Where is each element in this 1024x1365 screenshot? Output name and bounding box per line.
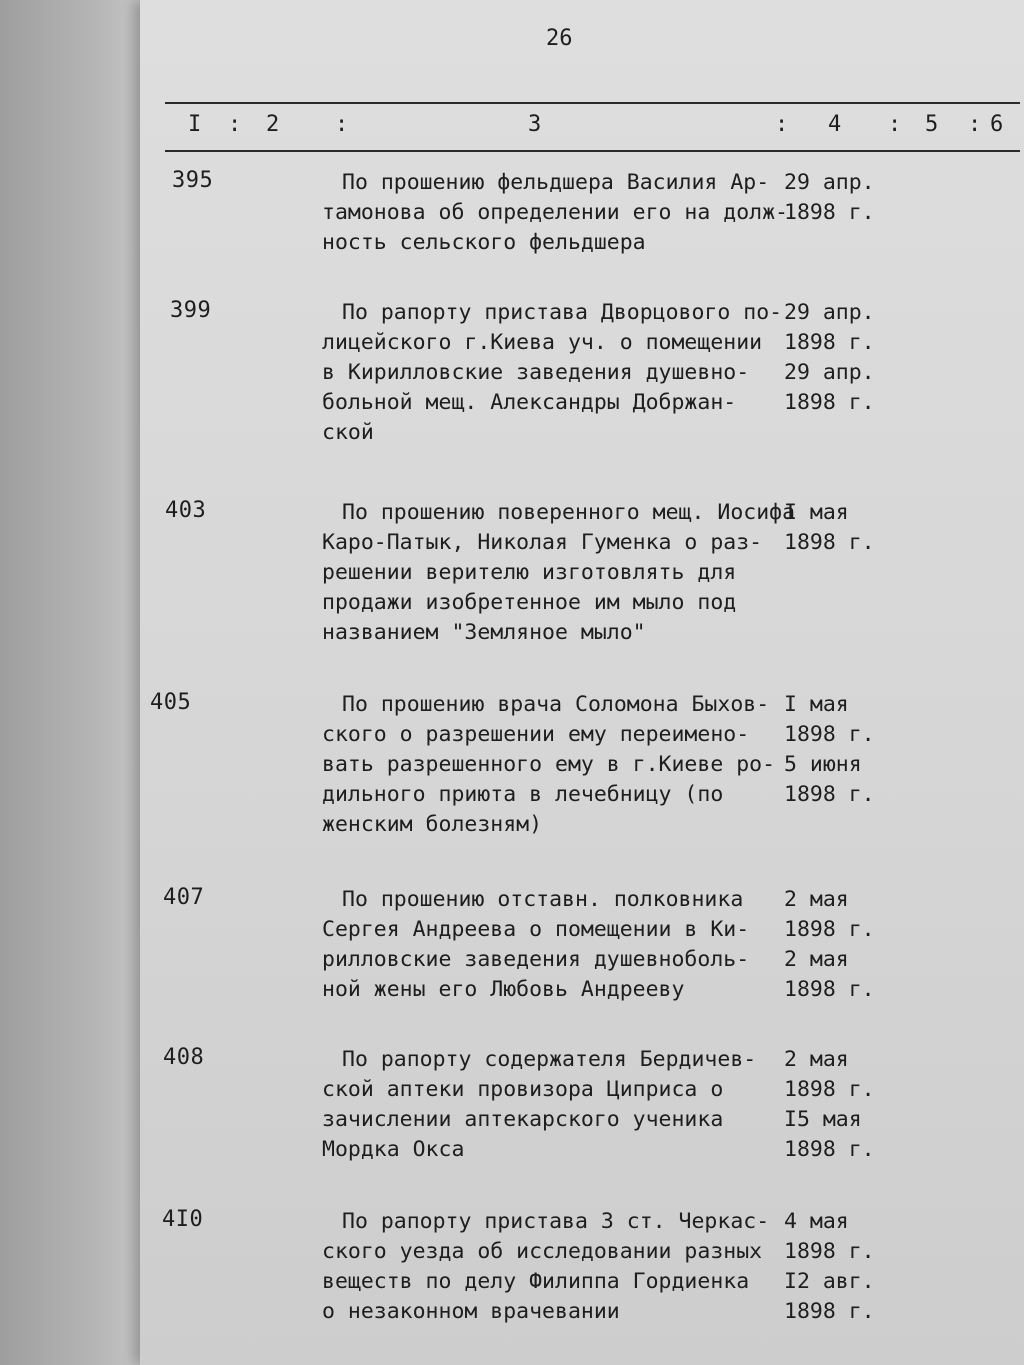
record-number: 4I0 [162,1207,204,1232]
date-line: 1898 г. [784,722,875,747]
record-description [322,690,792,840]
date-line: I2 авг. [784,1269,875,1294]
date-line: 5 июня [784,752,862,777]
column-header-2: 2 [266,112,280,137]
description-line: По рапорту пристава Дворцового по- [342,300,783,325]
date-line: 1898 г. [784,200,875,225]
description-line: По рапорту пристава 3 ст. Черкас- [342,1209,770,1234]
record-description [322,168,792,258]
description-line: тамонова об определении его на долж- [322,200,788,225]
record-description [322,885,792,1005]
book-spine-shadow [0,0,150,1365]
description-line: По прошению поверенного мещ. Иосифа [342,500,796,525]
date-line: 1898 г. [784,917,875,942]
date-line: I мая [784,500,849,525]
column-separator: : [888,112,902,137]
column-separator: : [968,112,982,137]
date-line: 1898 г. [784,1299,875,1324]
description-line: продажи изобретенное им мыло под [322,590,737,615]
record-dates [784,1207,875,1327]
description-line: ной жены его Любовь Андрееву [322,977,685,1002]
header-rule-top [165,102,1020,104]
column-header-5: 5 [925,112,939,137]
description-line: женским болезням) [322,812,543,837]
record-dates [784,168,875,228]
column-separator: : [335,112,349,137]
date-line: 4 мая [784,1209,849,1234]
description-line: По прошению фельдшера Василия Ар- [342,170,770,195]
description-line: ность сельского фельдшера [322,230,646,255]
record-number: 399 [170,298,212,323]
description-line: в Кирилловские заведения душевно- [322,360,750,385]
description-line: ской аптеки провизора Циприса о [322,1077,724,1102]
date-line: 29 апр. [784,300,875,325]
date-line: 29 апр. [784,360,875,385]
description-line: ской [322,420,374,445]
description-line: По прошению отставн. полковника [342,887,744,912]
description-line: ского о разрешении ему переимено- [322,722,750,747]
record-description [322,1045,792,1165]
description-line: По рапорту содержателя Бердичев- [342,1047,757,1072]
record-dates [784,498,875,558]
column-header-1: I [188,112,202,137]
description-line: ского уезда об исследовании разных [322,1239,763,1264]
description-line: дильного приюта в лечебницу (по [322,782,724,807]
date-line: 2 мая [784,1047,849,1072]
record-description [322,298,792,448]
description-line: больной мещ. Александры Добржан- [322,390,737,415]
description-line: решении верителю изготовлять для [322,560,737,585]
date-line: 1898 г. [784,1137,875,1162]
header-rule-bottom [165,150,1020,152]
record-number: 407 [163,885,205,910]
date-line: 2 мая [784,887,849,912]
column-header-3: 3 [528,112,542,137]
date-line: I мая [784,692,849,717]
record-dates [784,690,875,810]
description-line: Мордка Окса [322,1137,465,1162]
record-number: 395 [172,168,214,193]
record-dates [784,298,875,418]
record-number: 403 [165,498,207,523]
column-separator: : [228,112,242,137]
column-header-6: 6 [990,112,1004,137]
date-line: 1898 г. [784,782,875,807]
description-line: названием "Земляное мыло" [322,620,646,645]
date-line: 1898 г. [784,390,875,415]
date-line: 1898 г. [784,977,875,1002]
record-dates [784,885,875,1005]
description-line: о незаконном врачевании [322,1299,620,1324]
record-dates [784,1045,875,1165]
date-line: 1898 г. [784,330,875,355]
date-line: I5 мая [784,1107,862,1132]
description-line: рилловские заведения душевноболь- [322,947,750,972]
column-header-4: 4 [828,112,842,137]
column-separator: : [775,112,789,137]
description-line: зачислении аптекарского ученика [322,1107,724,1132]
description-line: Сергея Андреева о помещении в Ки- [322,917,750,942]
description-line: веществ по делу Филиппа Гордиенка [322,1269,750,1294]
page-number: 26 [546,26,573,51]
record-description [322,498,796,648]
date-line: 1898 г. [784,1077,875,1102]
date-line: 1898 г. [784,1239,875,1264]
record-number: 405 [150,690,192,715]
description-line: лицейского г.Киева уч. о помещении [322,330,763,355]
date-line: 2 мая [784,947,849,972]
record-number: 408 [163,1045,205,1070]
date-line: 1898 г. [784,530,875,555]
description-line: Каро-Патык, Николая Гуменка о раз- [322,530,763,555]
date-line: 29 апр. [784,170,875,195]
description-line: вать разрешенного ему в г.Киеве ро- [322,752,776,777]
record-description [322,1207,792,1327]
description-line: По прошению врача Соломона Быхов- [342,692,770,717]
